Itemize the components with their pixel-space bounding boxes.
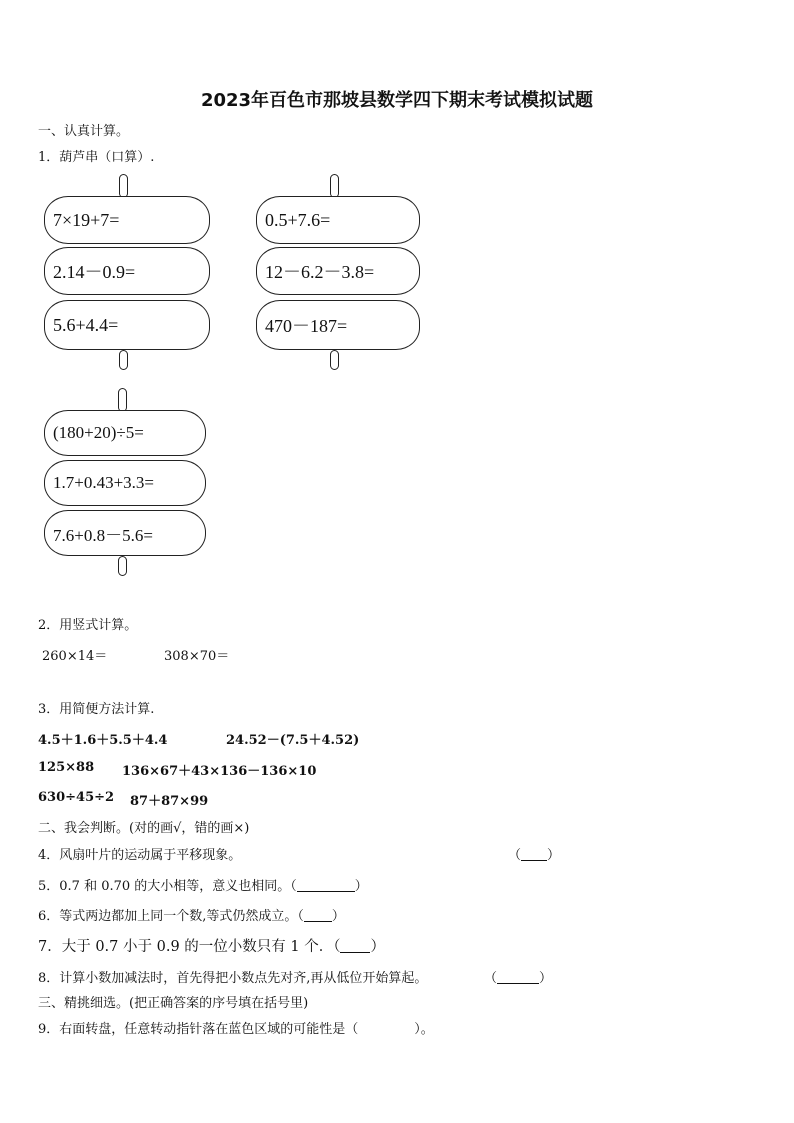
- close-paren: ）: [539, 971, 553, 986]
- question-3-item: 4.5＋1.6＋5.5＋4.4: [38, 733, 168, 748]
- question-3-item: 87＋87×99: [130, 794, 209, 809]
- close-paren: ）: [354, 879, 368, 894]
- section-1-heading: 一、认真计算。: [38, 124, 130, 139]
- gourd-stick-top: [119, 174, 128, 198]
- answer-blank[interactable]: [497, 971, 539, 984]
- question-3-item: 630÷45÷2: [38, 790, 115, 805]
- answer-blank[interactable]: [521, 848, 547, 861]
- question-9-text: 9．右面转盘，任意转动指针落在蓝色区域的可能性是（: [38, 1022, 359, 1037]
- close-paren: ）: [547, 848, 561, 863]
- question-4-text: 4．风扇叶片的运动属于平移现象。: [38, 848, 242, 863]
- section-3-heading: 三、精挑细选。(把正确答案的序号填在括号里): [38, 996, 309, 1011]
- gourd-stick-bottom: [119, 350, 128, 370]
- question-8: [38, 967, 427, 986]
- question-4-answer: [508, 844, 560, 863]
- question-4: [38, 844, 241, 863]
- question-6: [38, 905, 345, 924]
- question-9: [38, 1018, 434, 1037]
- question-6-text: 6．等式两边都加上同一个数,等式仍然成立。（: [38, 909, 304, 924]
- question-3-item: 24.52－(7.5＋4.52): [226, 733, 360, 748]
- question-3-item: 136×67＋43×136－136×10: [122, 764, 317, 779]
- question-2-item: 260×14＝: [42, 649, 108, 664]
- answer-blank[interactable]: [297, 879, 355, 892]
- answer-blank[interactable]: [340, 940, 370, 953]
- section-2-heading: 二、我会判断。(对的画√，错的画×): [38, 821, 250, 836]
- question-3-item: 125×88: [38, 760, 95, 775]
- close-paren: ）: [331, 909, 345, 924]
- gourd-group-2: [256, 174, 420, 370]
- page-title: 2023年百色市那坡县数学四下期末考试模拟试题: [200, 90, 594, 111]
- gourd-group-1: [44, 174, 210, 370]
- question-8-text: 8．计算小数加减法时，首先得把小数点先对齐,再从低位开始算起。: [38, 971, 428, 986]
- question-5-text: 5．0.7 和 0.70 的大小相等，意义也相同。（: [38, 879, 297, 894]
- question-5: [38, 875, 368, 894]
- question-7: [38, 935, 385, 956]
- gourd-expression: 2.14－0.9=: [44, 247, 210, 295]
- gourd-group-3: [44, 388, 206, 576]
- question-8-answer: [484, 967, 552, 986]
- question-1-label: 1．葫芦串（口算）.: [38, 150, 155, 165]
- question-2-label: 2．用竖式计算。: [38, 618, 138, 633]
- gourd-expression: 470－187=: [256, 300, 420, 350]
- gourd-stick-top: [118, 388, 127, 412]
- gourd-expression: 0.5+7.6=: [256, 196, 420, 244]
- gourd-expression: 12－6.2－3.8=: [256, 247, 420, 295]
- gourd-expression: 1.7+0.43+3.3=: [44, 460, 206, 506]
- question-7-text: 7．大于 0.7 小于 0.9 的一位小数只有 1 个．（: [38, 939, 341, 955]
- question-2-item: 308×70＝: [164, 649, 230, 664]
- gourd-expression: 7×19+7=: [44, 196, 210, 244]
- open-paren: （: [508, 848, 522, 863]
- question-3-label: 3．用简便方法计算.: [38, 702, 155, 717]
- gourd-stick-top: [330, 174, 339, 198]
- gourd-stick-bottom: [330, 350, 339, 370]
- gourd-expression: (180+20)÷5=: [44, 410, 206, 456]
- answer-blank[interactable]: [304, 909, 332, 922]
- gourd-expression: 7.6+0.8－5.6=: [44, 510, 206, 556]
- gourd-stick-bottom: [118, 556, 127, 576]
- close-paren: ）: [370, 939, 385, 955]
- open-paren: （: [484, 971, 498, 986]
- gourd-expression: 5.6+4.4=: [44, 300, 210, 350]
- close-paren: ）。: [414, 1022, 434, 1037]
